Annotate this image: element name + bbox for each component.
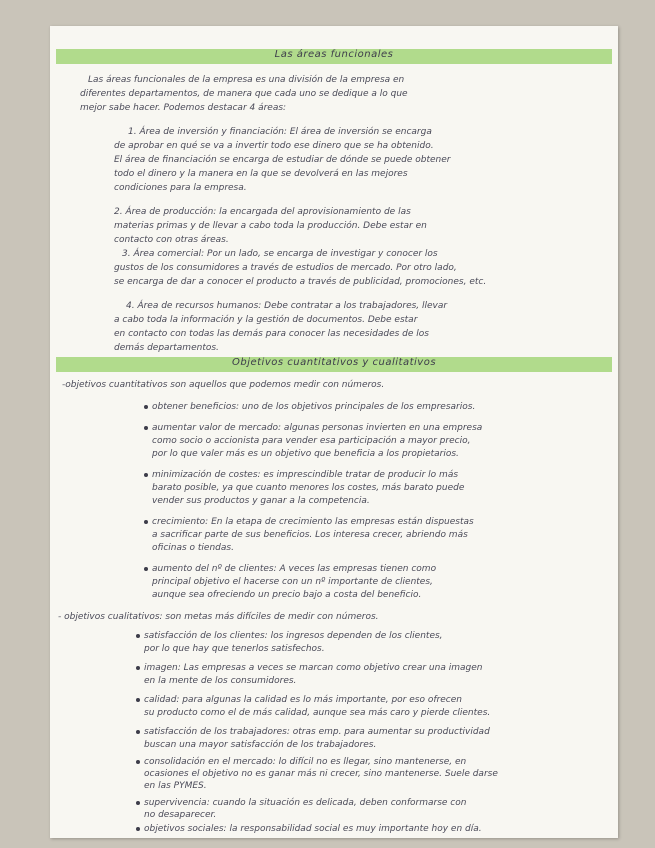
list-item-line: ocasiones el objetivo no es ganar más ni crecer, sino mantenerse. Suele darse xyxy=(144,769,498,779)
intro-line: Las áreas funcionales de la empresa es una división de la empresa en xyxy=(88,75,405,85)
area-line: se encarga de dar a conocer el producto a través de publicidad, promociones, etc. xyxy=(114,277,487,287)
list-item-line: a sacrificar parte de sus beneficios. Los interesa crecer, abriendo más xyxy=(152,530,468,540)
list-item: objetivos sociales: la responsabilidad social es muy importante hoy en día. xyxy=(136,823,482,836)
notebook-page xyxy=(50,26,618,838)
area-line: El área de financiación se encarga de estudiar de dónde se puede obtener xyxy=(114,155,451,165)
area-line: condiciones para la empresa. xyxy=(114,183,247,193)
area-line: en contacto con todas las demás para conocer las necesidades de los xyxy=(114,329,429,339)
intro-line: mejor sabe hacer. Podemos destacar 4 áreas: xyxy=(80,103,287,113)
list-item: supervivencia: cuando la situación es delicada, deben conformarse con xyxy=(136,797,466,810)
list-item-line: no desaparecer. xyxy=(144,810,217,820)
list-item-line: aunque sea ofreciendo un precio bajo a costa del beneficio. xyxy=(152,590,422,600)
section1-title: Las áreas funcionales xyxy=(274,49,394,60)
list-item: consolidación en el mercado: lo difícil no es llegar, sino mantenerse, en xyxy=(136,756,466,769)
list-item-line: oficinas o tiendas. xyxy=(152,543,234,553)
list-item-line: por lo que hay que tenerlos satisfechos. xyxy=(144,644,325,654)
area-line: de aprobar en qué se va a invertir todo ese dinero que se ha obtenido. xyxy=(114,141,434,151)
bullet-icon xyxy=(144,520,148,524)
area-line: contacto con otras áreas. xyxy=(114,235,229,245)
list-item: minimización de costes: es imprescindible tratar de producir lo más xyxy=(144,469,458,482)
area-line: todo el dinero y la manera en la que se devolverá en las mejores xyxy=(114,169,408,179)
list-item: calidad: para algunas la calidad es lo más importante, por eso ofrecen xyxy=(136,694,462,707)
list-item-line: buscan una mayor satisfacción de los trabajadores. xyxy=(144,740,377,750)
bullet-icon xyxy=(136,801,140,805)
bullet-icon xyxy=(144,426,148,430)
list-item-line: barato posible, ya que cuanto menores los costes, más barato puede xyxy=(152,483,465,493)
area-line: a cabo toda la información y la gestión de documentos. Debe estar xyxy=(114,315,418,325)
list-item: aumentar valor de mercado: algunas personas invierten en una empresa xyxy=(144,422,482,435)
bullet-icon xyxy=(136,827,140,831)
bullet-icon xyxy=(136,634,140,638)
list-item: aumento del nº de clientes: A veces las empresas tienen como xyxy=(144,563,436,576)
area-line: 3. Área comercial: Por un lado, se encarga de investigar y conocer los xyxy=(122,249,438,259)
area-line: 2. Área de producción: la encargada del aprovisionamiento de las xyxy=(114,207,411,217)
list-item: crecimiento: En la etapa de crecimiento las empresas están dispuestas xyxy=(144,516,474,529)
list-item-line: principal objetivo el hacerse con un nº importante de clientes, xyxy=(152,577,433,587)
area-line: materias primas y de llevar a cabo toda la producción. Debe estar en xyxy=(114,221,427,231)
list-item-line: como socio o accionista para vender esa participación a mayor precio, xyxy=(152,436,471,446)
list-item-line: su producto como el de más calidad, aunque sea más caro y pierde clientes. xyxy=(144,708,491,718)
area-line: 1. Área de inversión y financiación: El área de inversión se encarga xyxy=(128,127,432,137)
quant-heading: -objetivos cuantitativos son aquellos que podemos medir con números. xyxy=(62,380,385,390)
area-line: 4. Área de recursos humanos: Debe contratar a los trabajadores, llevar xyxy=(126,301,448,311)
list-item: satisfacción de los clientes: los ingresos dependen de los clientes, xyxy=(136,630,443,643)
list-item: obtener beneficios: uno de los objetivos principales de los empresarios. xyxy=(144,401,475,414)
list-item-line: vender sus productos y ganar a la competencia. xyxy=(152,496,370,506)
bullet-icon xyxy=(144,567,148,571)
area-line: demás departamentos. xyxy=(114,343,219,353)
list-item-line: en las PYMES. xyxy=(144,781,207,791)
bullet-icon xyxy=(136,730,140,734)
bullet-icon xyxy=(144,405,148,409)
intro-line: diferentes departamentos, de manera que cada uno se dedique a lo que xyxy=(80,89,408,99)
area-line: gustos de los consumidores a través de estudios de mercado. Por otro lado, xyxy=(114,263,457,273)
section2-title: Objetivos cuantitativos y cualitativos xyxy=(231,357,437,368)
list-item: satisfacción de los trabajadores: otras emp. para aumentar su productividad xyxy=(136,726,490,739)
list-item-line: por lo que valer más es un objetivo que beneficia a los propietarios. xyxy=(152,449,459,459)
list-item-line: en la mente de los consumidores. xyxy=(144,676,297,686)
bullet-icon xyxy=(136,698,140,702)
bullet-icon xyxy=(136,760,140,764)
bullet-icon xyxy=(136,666,140,670)
qual-heading: - objetivos cualitativos: son metas más difíciles de medir con números. xyxy=(58,612,379,622)
bullet-icon xyxy=(144,473,148,477)
list-item: imagen: Las empresas a veces se marcan como objetivo crear una imagen xyxy=(136,662,482,675)
